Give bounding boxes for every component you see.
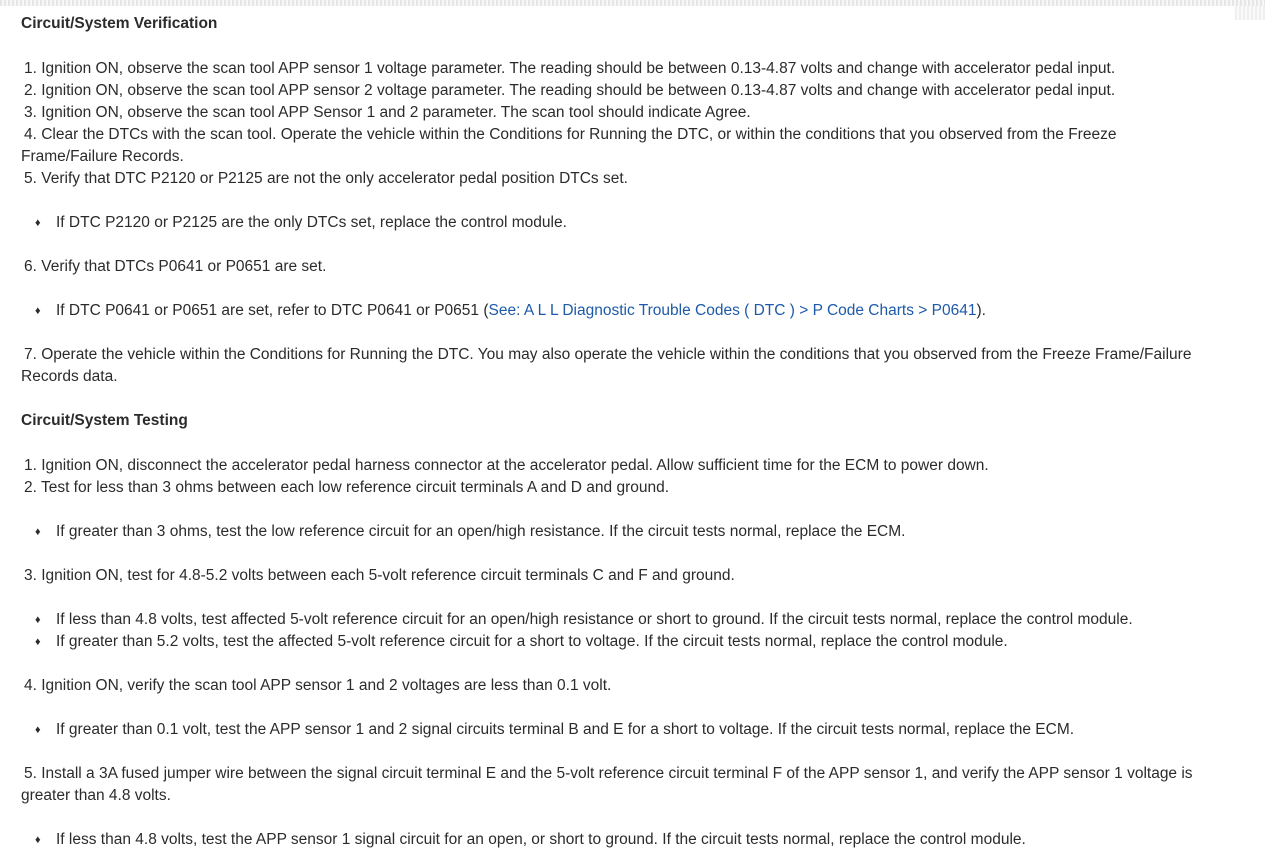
diamond-bullet-icon: ♦ <box>35 636 41 648</box>
verification-step-7-line-1: 7. Operate the vehicle within the Conditions for Running the DTC. You may also operate the vehicle within the conditions that you observed from the Freeze Frame/Failure <box>24 346 1192 363</box>
diamond-bullet-icon: ♦ <box>35 614 41 626</box>
bullet-text: If less than 4.8 volts, test the APP sensor 1 signal circuit for an open, or short to ground. If the circuit tests normal, replace the control module. <box>56 831 1026 848</box>
verification-step-4-line-2: Frame/Failure Records. <box>21 148 184 165</box>
testing-step-1: 1. Ignition ON, disconnect the accelerator pedal harness connector at the accelerator pedal. Allow sufficient time for the ECM to power down. <box>24 457 989 474</box>
diamond-bullet-icon: ♦ <box>35 834 41 846</box>
section-heading-testing: Circuit/System Testing <box>21 412 188 429</box>
diamond-bullet-icon: ♦ <box>35 305 41 317</box>
page-top-border <box>0 0 1265 6</box>
verification-step-6: 6. Verify that DTCs P0641 or P0651 are set. <box>24 258 327 275</box>
bullet-text: If greater than 3 ohms, test the low reference circuit for an open/high resistance. If the circuit tests normal, replace the ECM. <box>56 523 906 540</box>
page-top-right-border <box>1235 6 1265 20</box>
bullet-text-end: ). <box>976 302 986 319</box>
bullet-text: If greater than 0.1 volt, test the APP sensor 1 and 2 signal circuits terminal B and E for a short to voltage. If the circuit tests normal, replace the ECM. <box>56 721 1075 738</box>
verification-step-4-line-1: 4. Clear the DTCs with the scan tool. Operate the vehicle within the Conditions for Running the DTC, or within the conditions that you observed from the Freeze <box>24 126 1117 143</box>
bullet-text: If DTC P2120 or P2125 are the only DTCs set, replace the control module. <box>56 214 567 231</box>
verification-step-6-bullet <box>21 300 986 322</box>
testing-step-3-bullet-2 <box>21 631 1008 653</box>
p0641-reference-link[interactable]: See: A L L Diagnostic Trouble Codes ( DTC ) > P Code Charts > P0641 <box>488 302 977 319</box>
verification-step-1: 1. Ignition ON, observe the scan tool APP sensor 1 voltage parameter. The reading should be between 0.13-4.87 volts and change with accelerator pedal input. <box>24 60 1116 77</box>
bullet-text: If greater than 5.2 volts, test the affected 5-volt reference circuit for a short to voltage. If the circuit tests normal, replace the control module. <box>56 633 1008 650</box>
testing-step-3: 3. Ignition ON, test for 4.8-5.2 volts between each 5-volt reference circuit terminals C and F and ground. <box>24 567 735 584</box>
testing-step-5-line-1: 5. Install a 3A fused jumper wire between the signal circuit terminal E and the 5-volt reference circuit terminal F of the APP sensor 1, and verify the APP sensor 1 voltage is <box>24 765 1193 782</box>
diamond-bullet-icon: ♦ <box>35 526 41 538</box>
diamond-bullet-icon: ♦ <box>35 724 41 736</box>
verification-step-7-line-2: Records data. <box>21 368 118 385</box>
section-heading-verification: Circuit/System Verification <box>21 15 218 32</box>
bullet-text: If less than 4.8 volts, test affected 5-volt reference circuit for an open/high resistance or short to ground. If the circuit tests normal, replace the control module. <box>56 611 1133 628</box>
verification-step-5: 5. Verify that DTC P2120 or P2125 are not the only accelerator pedal position DTCs set. <box>24 170 628 187</box>
verification-step-2: 2. Ignition ON, observe the scan tool APP sensor 2 voltage parameter. The reading should be between 0.13-4.87 volts and change with accelerator pedal input. <box>24 82 1116 99</box>
testing-step-2: 2. Test for less than 3 ohms between each low reference circuit terminals A and D and ground. <box>24 479 670 496</box>
testing-step-3-bullet-1 <box>21 609 1133 631</box>
verification-step-5-bullet <box>21 212 567 234</box>
testing-step-2-bullet <box>21 521 905 543</box>
testing-step-5-bullet <box>21 829 1026 851</box>
diamond-bullet-icon: ♦ <box>35 217 41 229</box>
verification-step-3: 3. Ignition ON, observe the scan tool APP Sensor 1 and 2 parameter. The scan tool should indicate Agree. <box>24 104 751 121</box>
testing-step-5-line-2: greater than 4.8 volts. <box>21 787 171 804</box>
bullet-text: If DTC P0641 or P0651 are set, refer to DTC P0641 or P0651 ( <box>56 302 489 319</box>
testing-step-4: 4. Ignition ON, verify the scan tool APP sensor 1 and 2 voltages are less than 0.1 volt. <box>24 677 612 694</box>
testing-step-4-bullet <box>21 719 1074 741</box>
